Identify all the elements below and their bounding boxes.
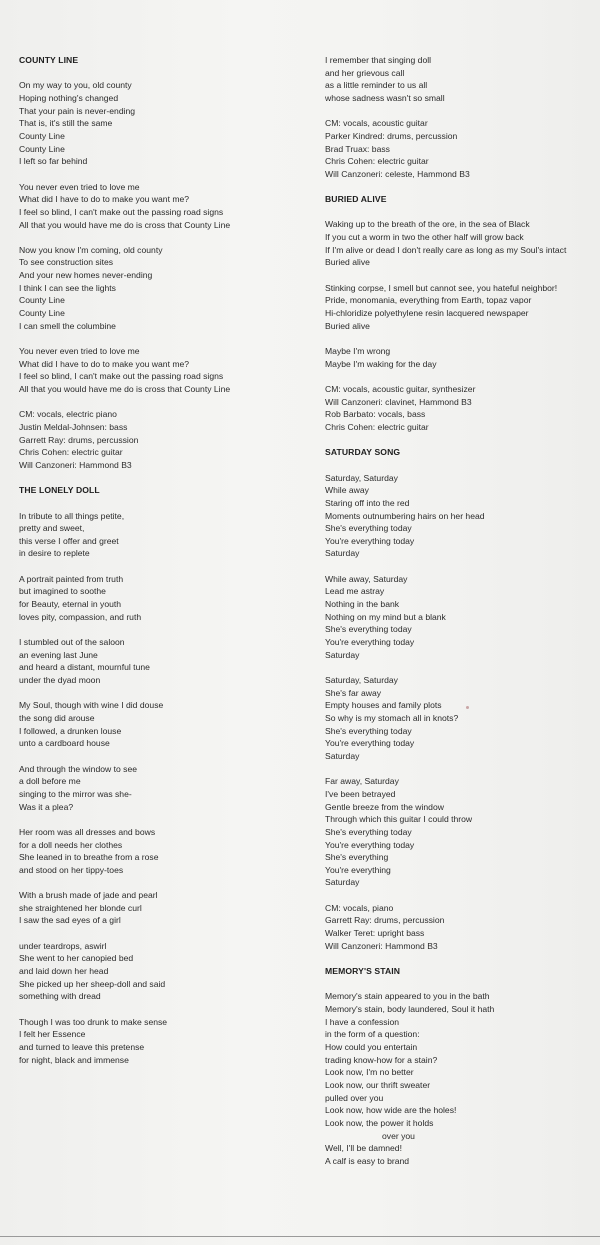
stanza	[325, 674, 595, 763]
credit-line: CM: vocals, electric piano	[19, 409, 117, 420]
lyric-line: To see construction sites	[19, 257, 114, 268]
lyric-line: I saw the sad eyes of a girl	[19, 915, 121, 926]
lyric-line: and her grievous call	[325, 67, 405, 78]
lyric-line: Saturday	[325, 649, 360, 660]
lyric-line: trading know-how for a stain?	[325, 1054, 438, 1065]
lyric-line: She went to her canopied bed	[19, 953, 134, 964]
lyric-line: In tribute to all things petite,	[19, 510, 125, 521]
lyric-line: County Line	[19, 130, 65, 141]
lyric-line: this verse I offer and greet	[19, 535, 119, 546]
title-spacer	[325, 978, 595, 991]
credits-block	[325, 117, 595, 180]
lyric-line: That your pain is never-ending	[19, 105, 136, 116]
lyric-line: My Soul, though with wine I did douse	[19, 700, 164, 711]
lyric-line: unto a cardboard house	[19, 738, 110, 749]
lyric-line: Saturday	[325, 877, 360, 888]
lyric-line: You're everything today	[325, 535, 415, 546]
credit-line: CM: vocals, piano	[325, 902, 394, 913]
lyric-line: Look now, I'm no better	[325, 1067, 414, 1078]
lyric-line: Empty houses and family plots	[325, 700, 442, 711]
lyric-line: And your new homes never-ending	[19, 270, 153, 281]
credit-line: Garrett Ray: drums, percussion	[19, 434, 139, 445]
lyric-line: pretty and sweet,	[19, 523, 85, 534]
lyric-line: So why is my stomach all in knots?	[325, 712, 459, 723]
lyric-line: a doll before me	[19, 776, 81, 787]
lyric-line: While away	[325, 485, 369, 496]
credits-block	[325, 383, 595, 434]
song-title: MEMORY'S STAIN	[325, 966, 401, 977]
bottom-edge-rule	[0, 1236, 600, 1237]
song-the-lonely-doll	[19, 484, 309, 1066]
lyric-line: but imagined to soothe	[19, 586, 106, 597]
lyric-line: Waking up to the breath of the ore, in the sea of Black	[325, 219, 530, 230]
stanza	[19, 889, 309, 927]
credit-line: Parker Kindred: drums, percussion	[325, 130, 458, 141]
lyric-line: I think I can see the lights	[19, 282, 116, 293]
lyric-line: I feel so blind, I can't make out the passing road signs	[19, 206, 224, 217]
lyric-line: the song did arouse	[19, 712, 95, 723]
song-memory-s-stain	[325, 965, 595, 1167]
lyric-line: pulled over you	[325, 1092, 384, 1103]
stanza	[325, 218, 595, 269]
lyric-line: If I'm alive or dead I don't really care as long as my Soul's intact	[325, 244, 567, 255]
credit-line: Rob Barbato: vocals, bass	[325, 409, 426, 420]
lyric-line: County Line	[19, 143, 65, 154]
lyric-line: I left so far behind	[19, 156, 88, 167]
lyric-line: A portrait painted from truth	[19, 573, 124, 584]
lyric-line: Was it a plea?	[19, 801, 74, 812]
lyric-line: Well, I'll be damned!	[325, 1143, 402, 1154]
credit-line: Walker Teret: upright bass	[325, 928, 425, 939]
lyric-line: I stumbled out of the saloon	[19, 637, 125, 648]
lyric-line: I feel so blind, I can't make out the passing road signs	[19, 371, 224, 382]
stanza	[19, 826, 309, 877]
song-title: BURIED ALIVE	[325, 194, 387, 205]
lyric-line: and stood on her tippy-toes	[19, 864, 124, 875]
lyric-line: Though I was too drunk to make sense	[19, 1016, 168, 1027]
credit-line: CM: vocals, acoustic guitar, synthesizer	[325, 383, 476, 394]
song-title: THE LONELY DOLL	[19, 485, 100, 496]
title-spacer	[19, 497, 309, 510]
lyric-line: She leaned in to breathe from a rose	[19, 852, 159, 863]
lyric-line: County Line	[19, 295, 65, 306]
song-saturday-song	[325, 446, 595, 952]
stanza	[19, 244, 309, 333]
lyric-line: While away, Saturday	[325, 573, 408, 584]
stanza	[325, 472, 595, 561]
song-buried-alive	[325, 193, 595, 433]
lyric-line: Hoping nothing's changed	[19, 92, 119, 103]
lyric-line: Buried alive	[325, 257, 370, 268]
lyric-line: Memory's stain, body laundered, Soul it hath	[325, 1004, 495, 1014]
lyric-line: under teardrops, aswirl	[19, 940, 107, 951]
credit-line: Will Canzoneri: Hammond B3	[325, 940, 438, 951]
lyric-line: Buried alive	[325, 320, 370, 331]
lyric-line: over you	[382, 1130, 415, 1141]
lyric-line: Saturday	[325, 548, 360, 559]
lyric-line: Saturday, Saturday	[325, 675, 398, 685]
lyric-line: All that you would have me do is cross that County Line	[19, 384, 231, 394]
lyric-line: Nothing on my mind but a blank	[325, 611, 446, 622]
lyric-line: You never even tried to love me	[19, 181, 140, 192]
lyric-line: She's everything today	[325, 523, 412, 534]
lyric-line: something with dread	[19, 991, 101, 1002]
lyric-line: in the form of a question:	[325, 1029, 420, 1040]
lyric-line: You never even tried to love me	[19, 346, 140, 357]
title-spacer	[19, 67, 309, 80]
lyric-line: I remember that singing doll	[325, 55, 432, 65]
lyric-line: Now you know I'm coming, old county	[19, 244, 163, 255]
credit-line: Garrett Ray: drums, percussion	[325, 915, 445, 926]
lyric-line: Stinking corpse, I smell but cannot see, you hateful neighbor!	[325, 282, 558, 293]
stanza	[19, 636, 309, 687]
stanza	[325, 54, 595, 105]
lyric-line: loves pity, compassion, and ruth	[19, 611, 142, 622]
lyric-line: under the dyad moon	[19, 675, 101, 686]
lyric-line: for Beauty, eternal in youth	[19, 599, 122, 610]
credit-line: Chris Cohen: electric guitar	[325, 421, 429, 432]
credit-line: Justin Meldal-Johnsen: bass	[19, 421, 128, 432]
title-spacer	[325, 206, 595, 219]
stanza	[325, 573, 595, 662]
stanza	[19, 79, 309, 168]
song-continued	[325, 54, 595, 181]
stanza	[19, 699, 309, 750]
stanza	[325, 775, 595, 889]
song-title: SATURDAY SONG	[325, 447, 401, 458]
stanza	[325, 282, 595, 333]
stanza	[19, 181, 309, 232]
lyric-line: Gentle breeze from the window	[325, 801, 444, 812]
lyric-line: She's everything today	[325, 624, 412, 635]
lyric-line: Look now, the power it holds	[325, 1117, 434, 1128]
lyric-line: Saturday, Saturday	[325, 472, 398, 483]
lyric-line: She picked up her sheep-doll and said	[19, 978, 166, 989]
credit-line: Will Canzoneri: celeste, Hammond B3	[325, 168, 470, 179]
lyric-line: You're everything today	[325, 839, 415, 850]
lyric-line: I felt her Essence	[19, 1029, 86, 1040]
lyric-line: Her room was all dresses and bows	[19, 826, 156, 837]
lyric-line: Look now, how wide are the holes!	[325, 1105, 457, 1116]
lyric-line: Saturday	[325, 750, 360, 761]
lyric-line: And through the window to see	[19, 763, 138, 774]
lyric-line: Pride, monomania, everything from Earth, topaz vapor	[325, 295, 532, 306]
left-column	[19, 54, 309, 1079]
lyric-line: That is, it's still the same	[19, 118, 113, 129]
lyric-line: an evening last June	[19, 649, 98, 660]
stanza	[19, 940, 309, 1003]
lyric-line: and turned to leave this pretense	[19, 1041, 145, 1052]
paper-speck	[466, 706, 469, 709]
lyric-line: Look now, our thrift sweater	[325, 1079, 431, 1090]
lyric-line: All that you would have me do is cross that County Line	[19, 219, 231, 230]
stanza	[19, 510, 309, 561]
lyric-line: as a little reminder to us all	[325, 80, 428, 91]
lyric-line: Through which this guitar I could throw	[325, 814, 473, 825]
stanza	[19, 763, 309, 814]
lyric-line: A calf is easy to brand	[325, 1155, 410, 1166]
stanza	[19, 345, 309, 396]
lyric-line: in desire to replete	[19, 548, 90, 559]
lyric-line: She's far away	[325, 687, 382, 698]
lyric-line: What did I have to do to make you want me?	[19, 358, 190, 369]
lyric-line: I followed, a drunken louse	[19, 725, 122, 736]
lyric-line: I've been betrayed	[325, 788, 396, 799]
lyric-line: I have a confession	[325, 1016, 400, 1027]
song-title: COUNTY LINE	[19, 55, 79, 65]
lyric-line: Maybe I'm waking for the day	[325, 358, 437, 369]
credit-line: Chris Cohen: electric guitar	[325, 156, 429, 167]
credit-line: Chris Cohen: electric guitar	[19, 447, 123, 458]
stanza	[19, 573, 309, 624]
lyric-line: On my way to you, old county	[19, 80, 132, 91]
lyric-line: She's everything	[325, 852, 389, 863]
lyric-line: whose sadness wasn't so small	[325, 92, 445, 103]
lyric-line: for a doll needs her clothes	[19, 839, 123, 850]
title-spacer	[325, 459, 595, 472]
lyric-line: for night, black and immense	[19, 1054, 129, 1065]
lyric-line: she straightened her blonde curl	[19, 902, 142, 913]
lyric-line: You're everything	[325, 864, 391, 875]
lyric-line: Moments outnumbering hairs on her head	[325, 510, 485, 521]
right-column	[325, 54, 595, 1180]
lyric-line: Maybe I'm wrong	[325, 346, 391, 357]
credit-line: Will Canzoneri: Hammond B3	[19, 459, 132, 470]
lyric-line: singing to the mirror was she-	[19, 788, 132, 799]
song-county-line	[19, 54, 309, 472]
stanza	[325, 990, 595, 1167]
lyric-line: She's everything today	[325, 725, 412, 736]
credit-line: Brad Truax: bass	[325, 143, 390, 154]
lyric-line: I can smell the columbine	[19, 320, 116, 331]
lyric-line: Staring off into the red	[325, 497, 410, 508]
lyric-line: County Line	[19, 308, 65, 319]
credits-block	[19, 408, 309, 471]
credits-block	[325, 902, 595, 953]
lyric-line: Hi-chloridize polyethylene resin lacquered newspaper	[325, 308, 529, 319]
lyric-line: Far away, Saturday	[325, 776, 399, 787]
stanza	[19, 1016, 309, 1067]
lyric-line: Memory's stain appeared to you in the bath	[325, 991, 490, 1002]
lyric-line: Nothing in the bank	[325, 599, 400, 610]
lyric-line: What did I have to do to make you want me?	[19, 194, 190, 205]
lyric-line: Lead me astray	[325, 586, 385, 597]
credit-line: CM: vocals, acoustic guitar	[325, 118, 428, 129]
lyric-line: She's everything today	[325, 826, 412, 837]
stanza	[325, 345, 595, 370]
lyric-line: If you cut a worm in two the other half will grow back	[325, 232, 524, 243]
lyric-line: You're everything today	[325, 637, 415, 648]
lyric-line: You're everything today	[325, 738, 415, 749]
lyric-line: With a brush made of jade and pearl	[19, 890, 158, 901]
lyric-line: and laid down her head	[19, 966, 109, 977]
credit-line: Will Canzoneri: clavinet, Hammond B3	[325, 396, 472, 407]
lyric-line: How could you entertain	[325, 1041, 418, 1052]
lyric-line: and heard a distant, mournful tune	[19, 662, 150, 673]
